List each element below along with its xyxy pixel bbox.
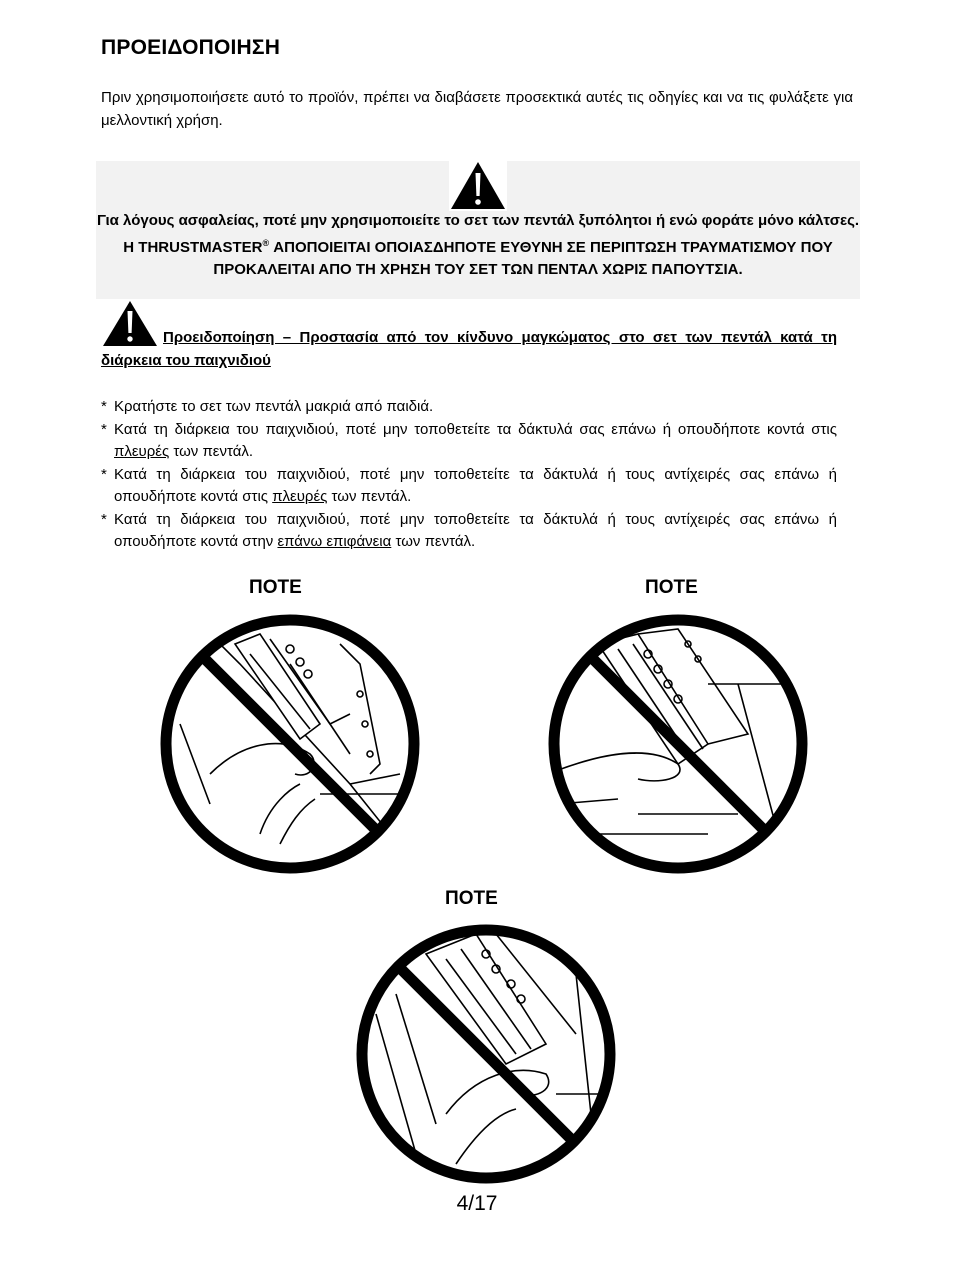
pinch-warning-list (101, 396, 837, 554)
warning-line-2: Η THRUSTMASTER® ΑΠΟΠΟΙΕΙΤΑΙ ΟΠΟΙΑΣΔΗΠΟΤΕ ΕΥΘΥΝΗ ΣΕ ΠΕΡΙΠΤΩΣΗ ΤΡΑΥΜΑΤΙΣΜΟΥ ΠΟΥ ΠΡΟΚΑΛΕΙΤΑΙ ΑΠΟ ΤΗ ΧΡΗΣΗ ΤΟΥ ΣΕΤ ΤΩΝ ΠΕΝΤΑΛ ΧΩΡΙΣ ΠΑΠΟΥΤΣΙΑ. (123, 238, 833, 278)
list-item: * Κατά τη διάρκεια του παιχνιδιού, ποτέ μην τοποθετείτε τα δάκτυλά ή τους αντίχειρές σας επάνω ή οπουδήποτε κοντά στις πλευρές των πεντάλ. (101, 465, 837, 505)
figure-3-prohibited-illustration (346, 914, 626, 1199)
figure-1-prohibited-illustration (150, 604, 430, 889)
list-item: * Κρατήστε το σετ των πεντάλ μακριά από παιδιά. (101, 398, 434, 415)
figure-2-prohibited-illustration (538, 604, 818, 889)
pinch-warning-heading: Προειδοποίηση – Προστασία από τον κίνδυνο μαγκώματος στο σετ των πεντάλ κατά τη διάρκεια του παιχνιδιού (101, 300, 837, 372)
page-number: 4/17 (456, 1192, 498, 1215)
figure-2-label: ΠΟΤΕ (645, 577, 698, 598)
page-title: ΠΡΟΕΙΔΟΠΟΙΗΣΗ (101, 36, 281, 59)
figure-3-label: ΠΟΤΕ (445, 888, 498, 909)
warning-triangle-icon (449, 161, 507, 211)
list-item: * Κατά τη διάρκεια του παιχνιδιού, ποτέ μην τοποθετείτε τα δάκτυλά ή τους αντίχειρές σας επάνω ή οπουδήποτε κοντά στην επάνω επιφάνεια των πεντάλ. (101, 510, 837, 550)
list-item: * Κατά τη διάρκεια του παιχνιδιού, ποτέ μην τοποθετείτε τα δάκτυλά σας επάνω ή οπουδήποτε κοντά στις πλευρές των πεντάλ. (101, 420, 837, 460)
figure-1-label: ΠΟΤΕ (249, 577, 302, 598)
warning-triangle-icon (101, 300, 159, 348)
intro-paragraph: Πριν χρησιμοποιήσετε αυτό το προϊόν, πρέπει να διαβάσετε προσεκτικά αυτές τις οδηγίες και να τις φυλάξετε για μελλοντική χρήση. (101, 89, 853, 129)
warning-line-1: Για λόγους ασφαλείας, ποτέ μην χρησιμοποιείτε το σετ των πεντάλ ξυπόλητοι ή ενώ φοράτε μόνο κάλτσες. (96, 212, 860, 229)
safety-warning-text (96, 210, 860, 281)
